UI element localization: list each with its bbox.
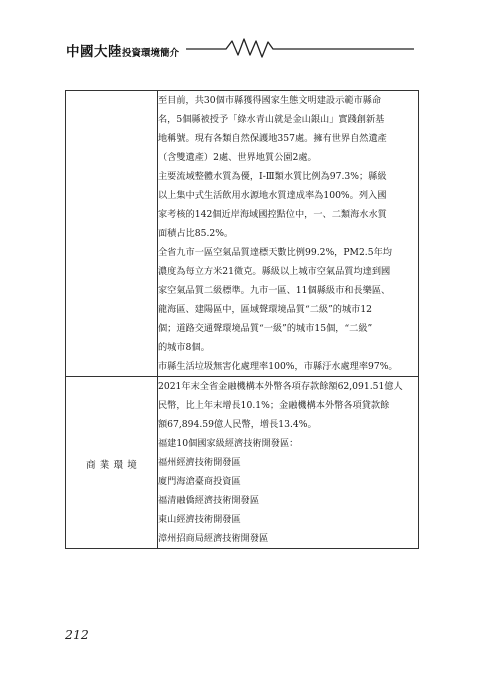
text-line: 主要流域整體水質為優，Ⅰ-Ⅲ類水質比例為97.3%；縣級: [158, 171, 387, 182]
text-line: 額67,894.59億人民幣，增長13.4%。: [158, 419, 317, 430]
text-line: 的城市8個。: [158, 342, 210, 353]
text-line: 個；道路交通聲環境品質“一級”的城市15個，“二級”: [158, 323, 373, 334]
paragraph: [158, 529, 418, 548]
paragraph: [158, 491, 418, 510]
text-line: 地稱號。現有各類自然保護地357處。擁有世界自然遺產: [158, 133, 387, 144]
text-line: 市縣生活垃圾無害化處理率100%，市縣汙水處理率97%。: [158, 361, 398, 372]
text-line: 面積占比85.2%。: [158, 228, 234, 239]
text-line: 全省九市一區空氣品質達標天數比例99.2%，PM2.5年均: [158, 247, 392, 258]
text-line: 福州經濟技術開發區: [158, 457, 241, 468]
text-line: 家空氣品質二級標準。九市一區、11個縣級市和長樂區、: [158, 285, 391, 296]
paragraph: [158, 472, 418, 491]
text-line: 福清融僑經濟技術開發區: [158, 495, 260, 506]
text-line: （含雙遺產）2處、世界地質公園2處。: [158, 152, 317, 163]
page-header: [66, 36, 426, 58]
header-title-large: 中國大陸: [66, 44, 122, 60]
info-table: [65, 90, 419, 549]
table-row: [66, 91, 419, 377]
row-content-cell: [158, 377, 419, 549]
text-line: 廈門海滄臺商投資區: [158, 476, 241, 487]
text-line: 家考核的142個近岸海域國控點位中，一、二類海水水質: [158, 209, 387, 220]
table-body: [66, 91, 419, 549]
text-line: 東山經濟技術開發區: [158, 514, 241, 525]
paragraph: [158, 510, 418, 529]
header-title-small: 投資環境簡介: [122, 48, 180, 59]
row-label: 商業環境: [86, 460, 141, 471]
text-line: 2021年末全省金融機構本外幣各項存款餘額62,091.51億人: [158, 381, 403, 392]
paragraph: [158, 357, 418, 376]
paragraph: [158, 453, 418, 472]
row-content-cell: [158, 91, 419, 377]
text-line: 民幣，比上年末增長10.1%；金融機構本外幣各項貸款餘: [158, 400, 390, 411]
text-line: 龍海區、建陽區中，區域聲環境品質“二級”的城市12: [158, 304, 373, 315]
row-label-cell: [66, 377, 158, 549]
header-title: [66, 40, 179, 60]
text-line: 福建10個國家級經濟技術開發區：: [158, 438, 299, 449]
paragraph: [158, 434, 418, 453]
text-line: 漳州招商局經濟技術開發區: [158, 533, 269, 544]
row-label-cell: [66, 91, 158, 377]
paragraph: [158, 377, 418, 434]
text-line: 以上集中式生活飲用水源地水質達成率為100%。列入國: [158, 190, 387, 201]
paragraph: [158, 243, 418, 357]
text-line: 至目前，共30個市縣獲得國家生態文明建設示範市縣命: [158, 95, 382, 106]
text-line: 濃度為每立方米21微克。縣級以上城市空氣品質均達到國: [158, 266, 391, 277]
table-row: [66, 377, 419, 549]
paragraph: [158, 91, 418, 167]
text-line: 名，5個縣被授予「綠水青山就是金山銀山」實踐創新基: [158, 114, 385, 125]
paragraph: [158, 167, 418, 243]
page-number: 212: [65, 627, 89, 642]
